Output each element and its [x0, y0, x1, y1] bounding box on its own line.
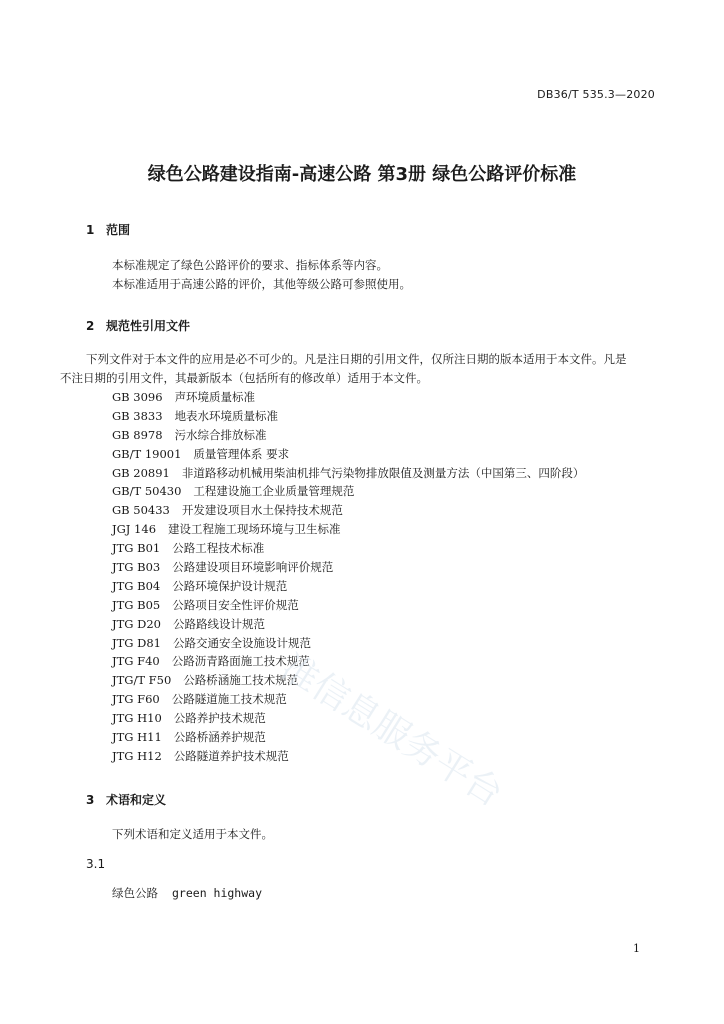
reference-list	[112, 388, 584, 766]
reference-code: GB 20891	[112, 465, 170, 480]
reference-item	[112, 615, 584, 634]
section-title: 规范性引用文件	[106, 319, 191, 333]
term-entry	[112, 885, 262, 901]
reference-title: 公路建设项目环境影响评价规范	[172, 560, 334, 575]
reference-title: 公路养护技术规范	[173, 711, 266, 726]
reference-code: JTG H10	[112, 711, 162, 726]
document-code: DB36/T 535.3—2020	[537, 88, 655, 101]
section-number: 3	[86, 793, 95, 807]
reference-code: JTG F60	[112, 692, 160, 707]
reference-item	[112, 634, 584, 653]
section-title: 术语和定义	[106, 793, 167, 807]
reference-title: 公路隧道养护技术规范	[173, 748, 289, 763]
reference-code: GB 50433	[112, 503, 170, 518]
reference-code: GB/T 19001	[112, 446, 182, 461]
reference-item	[112, 520, 584, 539]
reference-title: 声环境质量标准	[174, 390, 256, 404]
reference-title: 公路交通安全设施设计规范	[172, 635, 311, 650]
term-chinese: 绿色公路	[112, 886, 158, 900]
term-english: green highway	[172, 886, 263, 900]
reference-title: 公路工程技术标准	[172, 541, 265, 556]
reference-title: 公路桥涵施工技术规范	[183, 673, 299, 688]
reference-item	[112, 558, 584, 577]
section-number: 2	[86, 319, 95, 333]
reference-title: 公路沥青路面施工技术规范	[171, 654, 310, 669]
reference-title: 公路桥涵养护规范	[173, 730, 266, 745]
reference-title: 污水综合排放标准	[174, 427, 267, 442]
terms-intro: 下列术语和定义适用于本文件。	[112, 827, 273, 841]
reference-item	[112, 728, 584, 747]
reference-item	[112, 539, 584, 558]
section-3-heading	[86, 791, 166, 808]
reference-item	[112, 747, 584, 766]
reference-item	[112, 464, 584, 483]
section-number: 1	[86, 223, 95, 237]
reference-item	[112, 596, 584, 615]
section-2-heading	[86, 317, 190, 334]
reference-code: JTG B01	[112, 541, 161, 556]
reference-title: 建设工程施工现场环境与卫生标准	[168, 522, 341, 537]
reference-code: JTG D81	[112, 635, 161, 650]
reference-item	[112, 577, 584, 596]
reference-title: 地表水环境质量标准	[174, 408, 279, 423]
reference-code: JTG B03	[112, 560, 161, 575]
reference-code: JTG H12	[112, 748, 162, 763]
reference-item	[112, 709, 584, 728]
reference-code: JTG F40	[112, 654, 160, 669]
reference-item	[112, 388, 584, 407]
reference-code: GB 3833	[112, 408, 163, 423]
watermark: 准信息服务平台	[274, 646, 510, 816]
reference-code: JGJ 146	[112, 522, 157, 537]
reference-item	[112, 482, 584, 501]
document-title: 绿色公路建设指南-高速公路 第3册 绿色公路评价标准	[147, 164, 577, 185]
scope-paragraph-2: 本标准适用于高速公路的评价，其他等级公路可参照使用。	[112, 277, 411, 291]
reference-title: 非道路移动机械用柴油机排气污染物排放限值及测量方法（中国第三、四阶段）	[181, 465, 585, 480]
reference-item	[112, 407, 584, 426]
reference-title: 开发建设项目水土保持技术规范	[181, 503, 343, 518]
scope-paragraph-1: 本标准规定了绿色公路评价的要求、指标体系等内容。	[112, 258, 388, 272]
clause-number: 3.1	[86, 857, 106, 871]
reference-item	[112, 671, 584, 690]
section-1-heading	[86, 221, 130, 238]
reference-code: JTG D20	[112, 616, 161, 631]
reference-title: 公路环境保护设计规范	[172, 578, 288, 593]
section-title: 范围	[106, 223, 131, 237]
reference-title: 公路隧道施工技术规范	[171, 692, 287, 707]
reference-title: 公路项目安全性评价规范	[172, 597, 299, 612]
reference-title: 公路路线设计规范	[172, 616, 265, 631]
reference-code: GB/T 50430	[112, 484, 182, 499]
reference-item	[112, 445, 584, 464]
reference-code: JTG B04	[112, 578, 161, 593]
reference-item	[112, 652, 584, 671]
reference-code: GB 8978	[112, 427, 163, 442]
reference-item	[112, 690, 584, 709]
reference-title: 工程建设施工企业质量管理规范	[193, 484, 355, 499]
reference-code: GB 3096	[112, 390, 163, 404]
reference-code: JTG H11	[112, 730, 162, 745]
normative-intro: 下列文件对于本文件的应用是必不可少的。凡是注日期的引用文件，仅所注日期的版本适用于本文件。凡是不注日期的引用文件，其最新版本（包括所有的修改单）适用于本文件。	[60, 352, 627, 385]
reference-title: 质量管理体系 要求	[193, 446, 290, 461]
reference-code: JTG B05	[112, 597, 161, 612]
reference-item	[112, 426, 584, 445]
page-number: 1	[633, 942, 640, 955]
reference-item	[112, 501, 584, 520]
reference-code: JTG/T F50	[112, 673, 172, 688]
